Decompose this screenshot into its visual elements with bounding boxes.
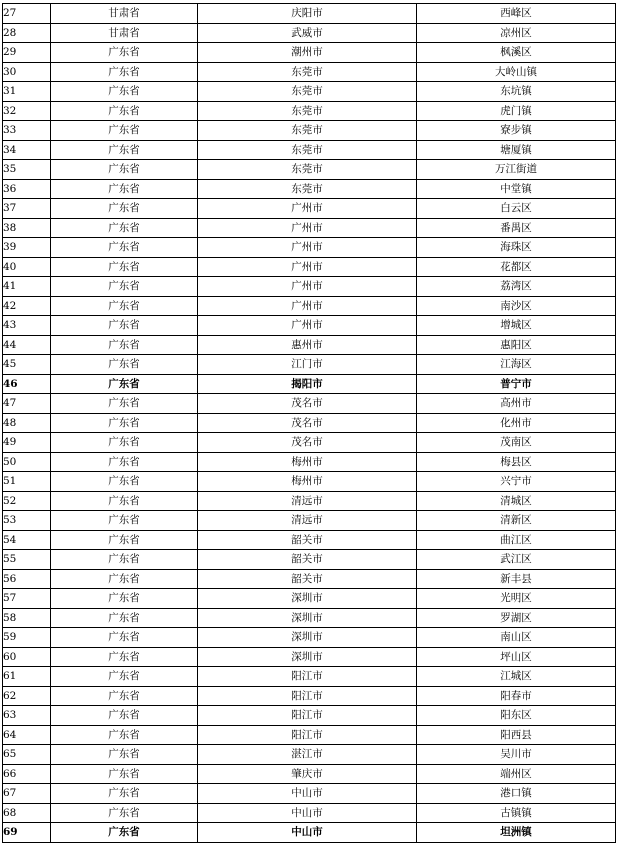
city-cell: 广州市 — [198, 316, 417, 336]
row-number-cell: 51 — [3, 472, 51, 492]
district-cell: 江海区 — [417, 355, 616, 375]
row-number-cell: 50 — [3, 452, 51, 472]
table-row — [3, 82, 616, 102]
table-row — [3, 413, 616, 433]
city-cell: 惠州市 — [198, 335, 417, 355]
row-number-cell: 60 — [3, 647, 51, 667]
row-number-cell: 44 — [3, 335, 51, 355]
city-cell: 广州市 — [198, 257, 417, 277]
row-number-cell: 27 — [3, 4, 51, 24]
city-cell: 广州市 — [198, 218, 417, 238]
province-cell: 广东省 — [51, 101, 198, 121]
row-number-cell: 62 — [3, 686, 51, 706]
table-row — [3, 160, 616, 180]
province-cell: 广东省 — [51, 335, 198, 355]
city-cell: 中山市 — [198, 803, 417, 823]
province-cell: 广东省 — [51, 277, 198, 297]
city-cell: 湛江市 — [198, 745, 417, 765]
province-cell: 广东省 — [51, 199, 198, 219]
province-cell: 广东省 — [51, 764, 198, 784]
table-row — [3, 335, 616, 355]
table-row — [3, 296, 616, 316]
province-cell: 广东省 — [51, 608, 198, 628]
province-cell: 甘肃省 — [51, 23, 198, 43]
province-cell: 广东省 — [51, 316, 198, 336]
row-number-cell: 65 — [3, 745, 51, 765]
city-cell: 茂名市 — [198, 413, 417, 433]
district-cell: 番禺区 — [417, 218, 616, 238]
row-number-cell: 63 — [3, 706, 51, 726]
table-row — [3, 823, 616, 843]
row-number-cell: 45 — [3, 355, 51, 375]
table-row — [3, 394, 616, 414]
row-number-cell: 35 — [3, 160, 51, 180]
table-row — [3, 199, 616, 219]
district-cell: 梅县区 — [417, 452, 616, 472]
row-number-cell: 37 — [3, 199, 51, 219]
district-cell: 荔湾区 — [417, 277, 616, 297]
table-row — [3, 257, 616, 277]
district-cell: 阳春市 — [417, 686, 616, 706]
district-cell: 高州市 — [417, 394, 616, 414]
city-cell: 东莞市 — [198, 82, 417, 102]
table-row — [3, 62, 616, 82]
city-cell: 茂名市 — [198, 394, 417, 414]
district-cell: 古镇镇 — [417, 803, 616, 823]
row-number-cell: 69 — [3, 823, 51, 843]
city-cell: 清远市 — [198, 511, 417, 531]
district-cell: 普宁市 — [417, 374, 616, 394]
table-row — [3, 608, 616, 628]
row-number-cell: 41 — [3, 277, 51, 297]
row-number-cell: 39 — [3, 238, 51, 258]
city-cell: 东莞市 — [198, 140, 417, 160]
district-cell: 虎门镇 — [417, 101, 616, 121]
province-cell: 广东省 — [51, 550, 198, 570]
district-cell: 寮步镇 — [417, 121, 616, 141]
table-body — [3, 4, 616, 843]
province-cell: 广东省 — [51, 803, 198, 823]
district-cell: 阳西县 — [417, 725, 616, 745]
region-table — [2, 3, 616, 843]
province-cell: 广东省 — [51, 511, 198, 531]
province-cell: 广东省 — [51, 257, 198, 277]
table-row — [3, 238, 616, 258]
province-cell: 广东省 — [51, 472, 198, 492]
city-cell: 中山市 — [198, 784, 417, 804]
district-cell: 端州区 — [417, 764, 616, 784]
row-number-cell: 59 — [3, 628, 51, 648]
province-cell: 广东省 — [51, 140, 198, 160]
row-number-cell: 56 — [3, 569, 51, 589]
row-number-cell: 52 — [3, 491, 51, 511]
city-cell: 清远市 — [198, 491, 417, 511]
table-row — [3, 101, 616, 121]
province-cell: 广东省 — [51, 374, 198, 394]
city-cell: 阳江市 — [198, 725, 417, 745]
table-row — [3, 803, 616, 823]
table-row — [3, 4, 616, 24]
row-number-cell: 54 — [3, 530, 51, 550]
table-row — [3, 316, 616, 336]
province-cell: 广东省 — [51, 628, 198, 648]
table-row — [3, 121, 616, 141]
city-cell: 广州市 — [198, 199, 417, 219]
table-row — [3, 140, 616, 160]
district-cell: 凉州区 — [417, 23, 616, 43]
row-number-cell: 55 — [3, 550, 51, 570]
table-row — [3, 433, 616, 453]
district-cell: 塘厦镇 — [417, 140, 616, 160]
district-cell: 兴宁市 — [417, 472, 616, 492]
district-cell: 新丰县 — [417, 569, 616, 589]
province-cell: 广东省 — [51, 433, 198, 453]
province-cell: 广东省 — [51, 160, 198, 180]
table-row — [3, 569, 616, 589]
province-cell: 广东省 — [51, 745, 198, 765]
row-number-cell: 68 — [3, 803, 51, 823]
row-number-cell: 28 — [3, 23, 51, 43]
table-row — [3, 530, 616, 550]
row-number-cell: 32 — [3, 101, 51, 121]
province-cell: 广东省 — [51, 62, 198, 82]
province-cell: 广东省 — [51, 725, 198, 745]
province-cell: 广东省 — [51, 121, 198, 141]
city-cell: 庆阳市 — [198, 4, 417, 24]
province-cell: 广东省 — [51, 647, 198, 667]
province-cell: 广东省 — [51, 82, 198, 102]
city-cell: 东莞市 — [198, 179, 417, 199]
row-number-cell: 38 — [3, 218, 51, 238]
row-number-cell: 66 — [3, 764, 51, 784]
district-cell: 增城区 — [417, 316, 616, 336]
province-cell: 广东省 — [51, 491, 198, 511]
district-cell: 花都区 — [417, 257, 616, 277]
city-cell: 韶关市 — [198, 569, 417, 589]
province-cell: 广东省 — [51, 706, 198, 726]
district-cell: 坪山区 — [417, 647, 616, 667]
district-cell: 清城区 — [417, 491, 616, 511]
district-cell: 化州市 — [417, 413, 616, 433]
city-cell: 广州市 — [198, 238, 417, 258]
row-number-cell: 57 — [3, 589, 51, 609]
table-row — [3, 628, 616, 648]
district-cell: 南沙区 — [417, 296, 616, 316]
city-cell: 深圳市 — [198, 608, 417, 628]
province-cell: 广东省 — [51, 452, 198, 472]
city-cell: 阳江市 — [198, 706, 417, 726]
table-row — [3, 472, 616, 492]
city-cell: 茂名市 — [198, 433, 417, 453]
table-row — [3, 218, 616, 238]
row-number-cell: 67 — [3, 784, 51, 804]
province-cell: 广东省 — [51, 589, 198, 609]
district-cell: 东坑镇 — [417, 82, 616, 102]
city-cell: 韶关市 — [198, 550, 417, 570]
city-cell: 深圳市 — [198, 647, 417, 667]
district-cell: 茂南区 — [417, 433, 616, 453]
city-cell: 广州市 — [198, 277, 417, 297]
row-number-cell: 64 — [3, 725, 51, 745]
city-cell: 韶关市 — [198, 530, 417, 550]
district-cell: 罗湖区 — [417, 608, 616, 628]
district-cell: 大岭山镇 — [417, 62, 616, 82]
table-row — [3, 589, 616, 609]
table-row — [3, 667, 616, 687]
city-cell: 江门市 — [198, 355, 417, 375]
district-cell: 坦洲镇 — [417, 823, 616, 843]
province-cell: 广东省 — [51, 686, 198, 706]
province-cell: 广东省 — [51, 355, 198, 375]
district-cell: 枫溪区 — [417, 43, 616, 63]
city-cell: 潮州市 — [198, 43, 417, 63]
province-cell: 广东省 — [51, 784, 198, 804]
city-cell: 东莞市 — [198, 101, 417, 121]
table-row — [3, 277, 616, 297]
district-cell: 惠阳区 — [417, 335, 616, 355]
table-row — [3, 686, 616, 706]
district-cell: 武江区 — [417, 550, 616, 570]
table-row — [3, 491, 616, 511]
district-cell: 阳东区 — [417, 706, 616, 726]
district-cell: 吴川市 — [417, 745, 616, 765]
table-row — [3, 745, 616, 765]
table-row — [3, 550, 616, 570]
row-number-cell: 40 — [3, 257, 51, 277]
city-cell: 东莞市 — [198, 121, 417, 141]
district-cell: 江城区 — [417, 667, 616, 687]
row-number-cell: 33 — [3, 121, 51, 141]
city-cell: 深圳市 — [198, 628, 417, 648]
row-number-cell: 36 — [3, 179, 51, 199]
row-number-cell: 34 — [3, 140, 51, 160]
district-cell: 万江街道 — [417, 160, 616, 180]
city-cell: 揭阳市 — [198, 374, 417, 394]
province-cell: 广东省 — [51, 667, 198, 687]
city-cell: 梅州市 — [198, 472, 417, 492]
district-cell: 海珠区 — [417, 238, 616, 258]
table-row — [3, 23, 616, 43]
table-row — [3, 374, 616, 394]
row-number-cell: 31 — [3, 82, 51, 102]
table-row — [3, 179, 616, 199]
district-cell: 西峰区 — [417, 4, 616, 24]
city-cell: 武威市 — [198, 23, 417, 43]
table-row — [3, 452, 616, 472]
city-cell: 中山市 — [198, 823, 417, 843]
province-cell: 广东省 — [51, 394, 198, 414]
province-cell: 广东省 — [51, 218, 198, 238]
row-number-cell: 49 — [3, 433, 51, 453]
row-number-cell: 53 — [3, 511, 51, 531]
city-cell: 深圳市 — [198, 589, 417, 609]
province-cell: 广东省 — [51, 238, 198, 258]
district-cell: 中堂镇 — [417, 179, 616, 199]
row-number-cell: 61 — [3, 667, 51, 687]
province-cell: 广东省 — [51, 296, 198, 316]
district-cell: 南山区 — [417, 628, 616, 648]
city-cell: 肇庆市 — [198, 764, 417, 784]
province-cell: 广东省 — [51, 823, 198, 843]
province-cell: 广东省 — [51, 43, 198, 63]
district-cell: 港口镇 — [417, 784, 616, 804]
province-cell: 广东省 — [51, 413, 198, 433]
city-cell: 东莞市 — [198, 160, 417, 180]
province-cell: 广东省 — [51, 569, 198, 589]
table-row — [3, 647, 616, 667]
province-cell: 广东省 — [51, 179, 198, 199]
row-number-cell: 58 — [3, 608, 51, 628]
row-number-cell: 29 — [3, 43, 51, 63]
table-row — [3, 43, 616, 63]
row-number-cell: 47 — [3, 394, 51, 414]
district-cell: 曲江区 — [417, 530, 616, 550]
row-number-cell: 46 — [3, 374, 51, 394]
district-cell: 清新区 — [417, 511, 616, 531]
city-cell: 阳江市 — [198, 686, 417, 706]
row-number-cell: 43 — [3, 316, 51, 336]
district-cell: 白云区 — [417, 199, 616, 219]
province-cell: 广东省 — [51, 530, 198, 550]
city-cell: 广州市 — [198, 296, 417, 316]
table-row — [3, 511, 616, 531]
row-number-cell: 48 — [3, 413, 51, 433]
table-row — [3, 764, 616, 784]
row-number-cell: 42 — [3, 296, 51, 316]
row-number-cell: 30 — [3, 62, 51, 82]
table-row — [3, 355, 616, 375]
city-cell: 梅州市 — [198, 452, 417, 472]
table-row — [3, 706, 616, 726]
table-row — [3, 784, 616, 804]
table-row — [3, 725, 616, 745]
province-cell: 甘肃省 — [51, 4, 198, 24]
city-cell: 阳江市 — [198, 667, 417, 687]
district-cell: 光明区 — [417, 589, 616, 609]
city-cell: 东莞市 — [198, 62, 417, 82]
